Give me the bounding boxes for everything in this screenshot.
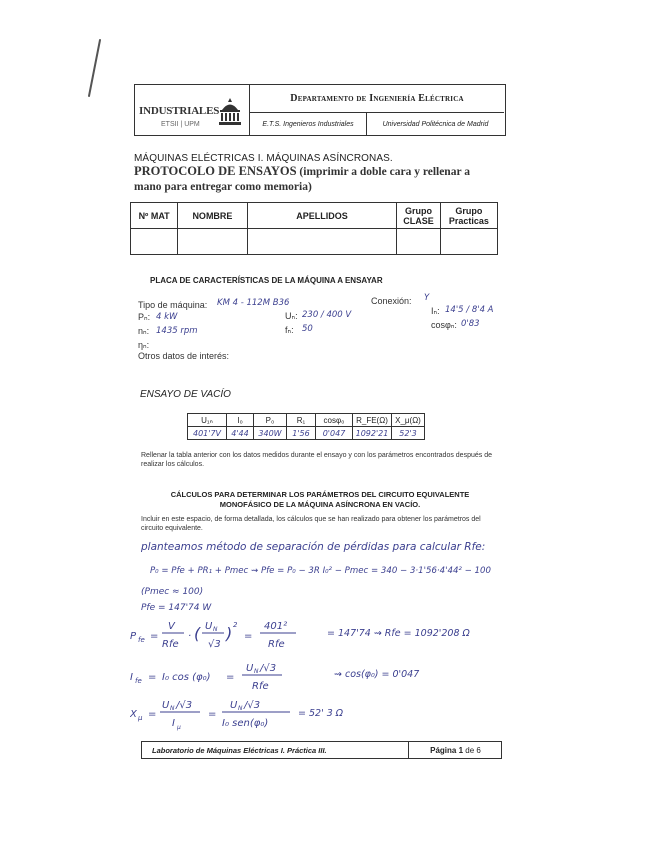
svg-text:√3: √3 [208,639,221,650]
col-header-apellidos: APELLIDOS [247,203,397,229]
protocol-instruction: (imprimir a doble cara y rellenar a [296,166,470,178]
footer-page-number: 1 [458,745,464,755]
svg-text:N: N [254,668,259,675]
svg-text:N: N [170,705,175,712]
vacio-table [187,413,425,440]
vacio-value-r1[interactable]: 1'56 [287,427,316,440]
svg-text:P: P [130,631,137,642]
vacio-header-xm: X_μ(Ω) [392,414,425,427]
svg-text:U: U [205,621,213,632]
protocol-title: PROTOCOLO DE ENSAYOS [134,164,297,178]
svg-text:/√3: /√3 [244,700,261,711]
svg-text:/√3: /√3 [260,663,277,674]
vacio-note: Rellenar la tabla anterior con los datos medidos durante el ensayo y con los parámetros encontrados después de realizar los cálculos. [141,452,492,468]
footer-page-label: Página [430,745,457,755]
svg-text:401²: 401² [264,621,288,632]
svg-text:U: U [246,663,254,674]
svg-text:=: = [148,709,157,720]
svg-text:=: = [150,631,159,642]
svg-text:): ) [226,624,233,643]
svg-text:=: = [244,631,253,642]
conexion-label: Conexión: [371,296,412,306]
svg-text:fe: fe [138,636,145,644]
conexion-value: Y [424,293,430,303]
svg-text:=: = [226,672,235,683]
svg-text:Rfe: Rfe [252,681,269,692]
otros-label: Otros datos de interés: [138,351,230,361]
svg-text:·: · [188,631,192,642]
calc-line-rfe: = 147'74 ⇝ Rfe = 1092'208 Ω [327,628,470,639]
svg-text:N: N [213,626,218,633]
vacio-value-cos[interactable]: 0'047 [316,427,353,440]
page-footer [141,741,502,759]
un-label: Uₙ: [285,311,298,321]
vacio-header-rfe: R_FE(Ω) [353,414,392,427]
nn-value: 1435 rpm [156,326,198,336]
vacio-header-cos: cosφ₀ [316,414,353,427]
col-header-grupo-practicas: Grupo Practicas [440,203,497,229]
svg-text:Rfe: Rfe [268,639,285,650]
footer-page-indicator [410,742,501,758]
vacio-value-u[interactable]: 401'7V [188,427,227,440]
svg-text:/√3: /√3 [176,700,193,711]
fn-value: 50 [302,324,313,334]
tipo-label: Tipo de máquina: [138,300,208,310]
svg-text:Rfe: Rfe [162,639,179,650]
tipo-value: KM 4 - 112M B36 [217,298,290,308]
building-icon [216,97,244,127]
svg-text:2: 2 [233,621,238,629]
nn-label: nₙ: [138,326,150,336]
etsii-logo [135,85,250,135]
vacio-value-p[interactable]: 340W [254,427,287,440]
vacio-value-i[interactable]: 4'44 [227,427,254,440]
in-value: 14'5 / 8'4 A [445,305,494,315]
svg-text:X: X [130,709,137,720]
cell-grupo-practicas[interactable] [440,229,497,255]
svg-text:U: U [162,700,170,711]
svg-text:μ: μ [138,714,143,722]
subject-title: MÁQUINAS ELÉCTRICAS I. MÁQUINAS ASÍNCRONAS. [134,153,393,164]
calc-line-cos: ⇝ cos(φ₀) = 0'047 [334,669,420,680]
cell-nombre[interactable] [178,229,247,255]
svg-text:μ: μ [177,724,181,731]
pen-stroke-mark [86,38,102,98]
col-header-mat: Nº MAT [131,203,178,229]
svg-text:=: = [148,672,157,683]
svg-text:fe: fe [135,677,142,685]
svg-text:=: = [208,709,217,720]
ife-formula [130,660,330,696]
svg-text:I₀ cos (φ₀): I₀ cos (φ₀) [162,672,211,683]
pn-label: Pₙ: [138,312,151,322]
logo-subtext: ETSII | UPM [161,121,200,128]
col-header-nombre: NOMBRE [178,203,247,229]
calc-line-method: planteamos método de separación de pérdidas para calcular Rfe: [141,541,486,553]
vacio-value-xm[interactable]: 52'3 [392,427,425,440]
calc-line-p0: P₀ = Pfe + PR₁ + Pmec ⇝ Pfe = P₀ − 3R I₀² − Pmec = 340 − 3·1'56·4'44² − 100 [150,566,491,576]
svg-text:N: N [238,705,243,712]
cell-mat[interactable] [131,229,178,255]
cos-label: cosφₙ: [431,320,457,330]
calc-line-pfe: Pfe = 147'74 W [141,603,212,613]
protocol-heading [134,164,509,195]
pn-value: 4 kW [156,312,178,322]
calc-line-pmec: (Pmec ≈ 100) [141,587,204,597]
in-label: Iₙ: [431,306,440,316]
svg-text:I₀ sen(φ₀): I₀ sen(φ₀) [222,718,269,729]
col-header-grupo-clase: Grupo CLASE [397,203,440,229]
document-header [134,84,506,136]
protocol-instruction-cont: mano para entregar como memoria) [134,181,312,193]
eta-label: ηₙ: [138,340,150,350]
placa-title: PLACA DE CARACTERÍSTICAS DE LA MÁQUINA A ENSAYAR [150,276,383,285]
cell-apellidos[interactable] [247,229,397,255]
cell-grupo-clase[interactable] [397,229,440,255]
footer-page-total: de 6 [465,745,481,755]
vacio-header-r1: R₁ [287,414,316,427]
ensayo-vacio-title: ENSAYO DE VACÍO [140,389,231,400]
vacio-header-p: P₀ [254,414,287,427]
vacio-header-i: I₀ [227,414,254,427]
vacio-value-rfe[interactable]: 1092'21 [353,427,392,440]
calculos-intro: Incluir en este espacio, de forma detallada, los cálculos que se han realizado para obtener los parámetros del circuito equivalente. [141,516,481,532]
calculos-title-line1: CÁLCULOS PARA DETERMINAR LOS PARÁMETROS DEL CIRCUITO EQUIVALENTE [170,490,470,499]
calculos-title-line2: MONOFÁSICO DE LA MÁQUINA ASÍNCRONA EN VACÍO. [219,500,421,509]
logo-text: INDUSTRIALES [139,105,220,117]
calculos-title [140,490,500,510]
university-name: Universidad Politécnica de Madrid [382,120,489,128]
student-info-table [130,202,498,255]
calc-line-xmu: = 52' 3 Ω [298,708,344,719]
svg-text:I: I [130,672,133,683]
cos-value: 0'83 [461,319,480,329]
vacio-header-u: U₁ₙ [188,414,227,427]
school-name: E.T.S. Ingenieros Industriales [250,113,367,135]
svg-text:I: I [172,718,175,729]
pfe-fraction-formula [130,615,320,657]
footer-lab-name: Laboratorio de Máquinas Eléctricas I. Práctica III. [142,742,409,758]
fn-label: fₙ: [285,325,294,335]
department-name: Departamento de Ingeniería Eléctrica [250,85,504,113]
svg-text:(: ( [194,624,201,643]
svg-text:V: V [168,621,175,632]
svg-text:U: U [230,700,238,711]
un-value: 230 / 400 V [302,310,352,320]
